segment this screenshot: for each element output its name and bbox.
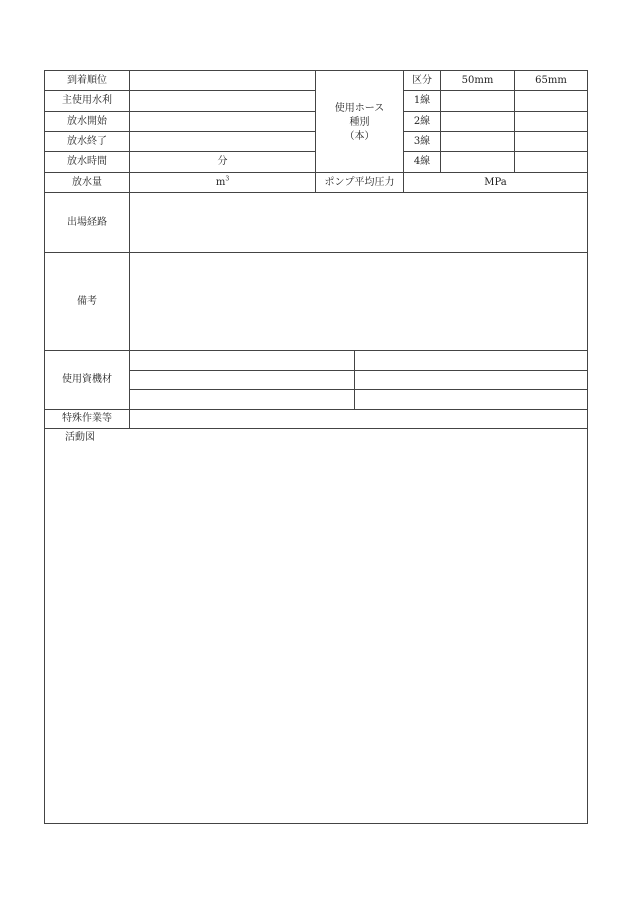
pump-pressure-field[interactable] bbox=[404, 173, 587, 192]
equipment-field-2a[interactable] bbox=[130, 371, 354, 389]
hose-title-line1: 使用ホース bbox=[334, 103, 385, 114]
route-field[interactable] bbox=[130, 193, 587, 252]
hose-line-3-50mm-field[interactable] bbox=[441, 132, 514, 151]
activity-report-form bbox=[44, 70, 588, 824]
hose-line-2-65mm-field[interactable] bbox=[515, 112, 587, 131]
discharge-end-field[interactable] bbox=[130, 132, 315, 151]
special-work-field[interactable] bbox=[130, 410, 587, 428]
equipment-field-1b[interactable] bbox=[355, 351, 587, 370]
pump-pressure-label: ポンプ平均圧力 bbox=[324, 176, 395, 188]
discharge-start-label: 放水開始 bbox=[67, 115, 107, 127]
hose-line-4-label: 4線 bbox=[413, 156, 431, 167]
discharge-end-label: 放水終了 bbox=[67, 135, 107, 147]
cubic-meter-unit bbox=[215, 175, 230, 188]
division-header: 区分 bbox=[412, 74, 432, 86]
arrival-order-label: 到着順位 bbox=[67, 74, 107, 86]
hose-line-1-label: 1線 bbox=[413, 95, 431, 106]
discharge-time-field[interactable] bbox=[130, 152, 315, 172]
activity-diagram-area[interactable] bbox=[45, 429, 587, 823]
hose-line-1-65mm-field[interactable] bbox=[515, 91, 587, 111]
arrival-order-field[interactable] bbox=[130, 71, 315, 90]
col-65mm-header: 65mm bbox=[535, 74, 567, 86]
equipment-field-3b[interactable] bbox=[355, 390, 587, 409]
equipment-field-2b[interactable] bbox=[355, 371, 587, 389]
special-work-label: 特殊作業等 bbox=[62, 413, 112, 424]
hose-line-2-label: 2線 bbox=[413, 115, 431, 127]
unit-exponent: 3 bbox=[225, 175, 230, 183]
col-50mm-header: 50mm bbox=[461, 74, 494, 86]
main-water-field[interactable] bbox=[130, 91, 315, 111]
remarks-field[interactable] bbox=[130, 253, 587, 350]
equipment-label: 使用資機材 bbox=[62, 374, 112, 385]
hose-line-4-50mm-field[interactable] bbox=[441, 152, 514, 172]
discharge-start-field[interactable] bbox=[130, 112, 315, 131]
discharge-amount-field[interactable] bbox=[130, 173, 315, 192]
unit-base: m bbox=[215, 176, 226, 188]
discharge-time-label: 放水時間 bbox=[67, 156, 107, 167]
discharge-amount-label: 放水量 bbox=[72, 176, 102, 188]
equipment-field-3a[interactable] bbox=[130, 390, 354, 409]
equipment-field-1a[interactable] bbox=[130, 351, 354, 370]
main-water-label: 主使用水利 bbox=[62, 95, 112, 106]
hose-line-3-65mm-field[interactable] bbox=[515, 132, 587, 151]
hose-title-line3: （本） bbox=[344, 131, 375, 142]
activity-diagram-label: 活動図 bbox=[65, 432, 95, 443]
hose-line-2-50mm-field[interactable] bbox=[441, 112, 514, 131]
pressure-unit: MPa bbox=[484, 176, 507, 188]
hose-type-label bbox=[316, 93, 403, 153]
hose-line-1-50mm-field[interactable] bbox=[441, 91, 514, 111]
route-label: 出場経路 bbox=[67, 216, 107, 228]
hose-line-3-label: 3線 bbox=[413, 135, 431, 147]
hose-title-line2: 種別 bbox=[349, 117, 370, 128]
remarks-label: 備考 bbox=[77, 295, 97, 307]
minutes-unit: 分 bbox=[217, 156, 228, 167]
hose-line-4-65mm-field[interactable] bbox=[515, 152, 587, 172]
